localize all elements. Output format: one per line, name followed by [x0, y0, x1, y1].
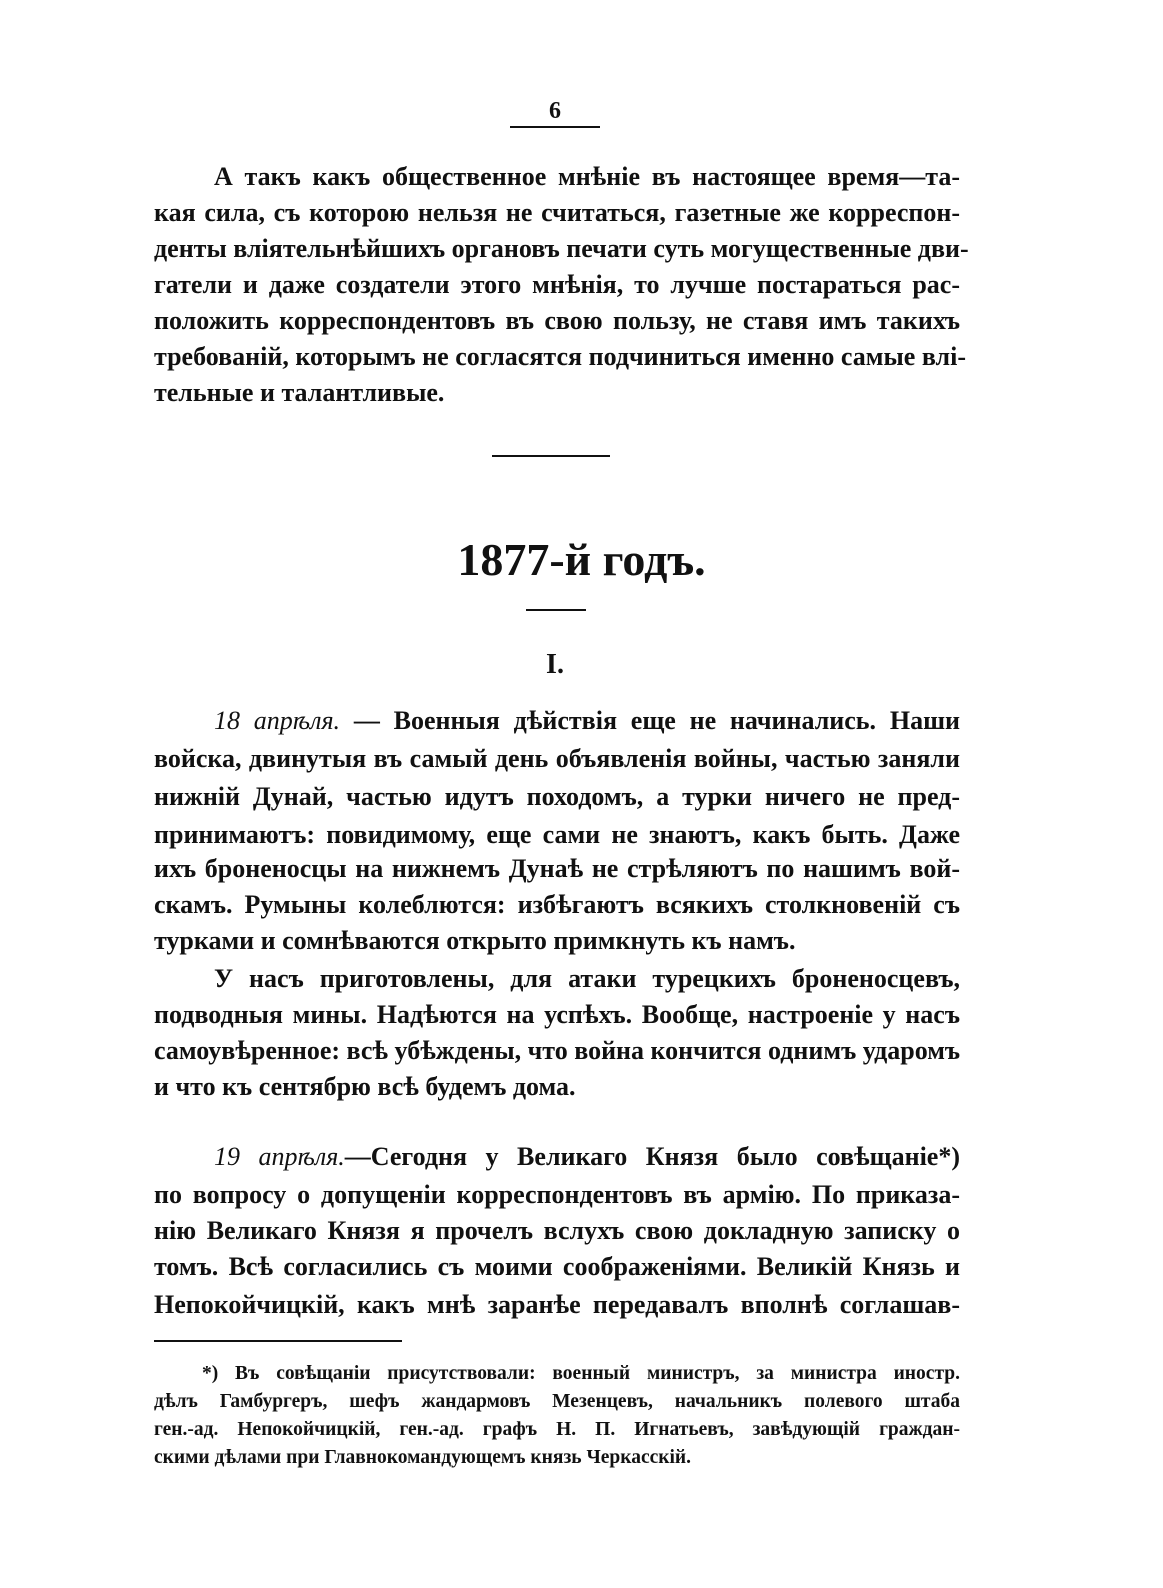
text-line: А такъ какъ общественное мнѣніе въ настоящее время—та- — [214, 162, 960, 191]
text-line: нижній Дунай, частью идутъ походомъ, а турки ничего не пред- — [154, 782, 960, 811]
entry-date: 18 апрѣля. — [214, 706, 341, 735]
footnote-line: дѣлъ Гамбургеръ, шефъ жандармовъ Мезенцевъ, начальникъ полевого штаба — [154, 1391, 960, 1412]
text-line: турками и сомнѣваются открыто примкнуть къ намъ. — [154, 926, 796, 955]
text-line: принимаютъ: повидимому, еще сами не знаютъ, какъ быть. Даже — [154, 820, 960, 849]
text-line: подводныя мины. Надѣются на успѣхъ. Вообще, настроеніе у насъ — [154, 1000, 960, 1029]
title-underline — [526, 609, 586, 611]
text-line: и что къ сентябрю всѣ будемъ дома. — [154, 1072, 576, 1101]
text-line: требованій, которымъ не согласятся подчиниться именно самые влі- — [154, 342, 966, 371]
footnote-line: *) Въ совѣщаніи присутствовали: военный министръ, за министра иностр. — [202, 1363, 960, 1384]
text-line: томъ. Всѣ согласились съ моими соображеніями. Великій Князь и — [154, 1252, 960, 1281]
text-line: тельные и талантливые. — [154, 378, 445, 407]
footnote-line: ген.-ад. Непокойчицкій, ген.-ад. графъ Н. П. Игнатьевъ, завѣдующій граждан- — [154, 1419, 960, 1440]
text-line: скамъ. Румыны колеблются: избѣгаютъ всякихъ столкновеній съ — [154, 890, 960, 919]
text-line: Непокойчицкій, какъ мнѣ заранѣе передавалъ вполнѣ соглашав- — [154, 1290, 960, 1319]
text-line: гатели и даже создатели этого мнѣнія, то лучше постараться рас- — [154, 270, 960, 299]
text-line: самоувѣренное: всѣ убѣждены, что война кончится однимъ ударомъ — [154, 1036, 961, 1065]
chapter-title: 1877-й годъ. — [457, 534, 706, 585]
page-number: 6 — [549, 98, 561, 124]
text-line: ихъ броненосцы на нижнемъ Дунаѣ не стрѣляютъ по нашимъ вой- — [154, 854, 960, 883]
text-line: У насъ приготовлены, для атаки турецкихъ броненосцевъ, — [214, 964, 960, 993]
text-line: по вопросу о допущеніи корреспондентовъ въ армію. По приказа- — [154, 1180, 960, 1209]
text-line: кая сила, съ которою нельзя не считаться, газетные же корреспон- — [154, 198, 960, 227]
text-line — [154, 1140, 960, 1174]
text-line: положить корреспондентовъ въ свою пользу, не ставя имъ такихъ — [154, 306, 960, 335]
entry-text: —Сегодня у Великаго Князя было совѣщаніе*) — [344, 1142, 960, 1171]
footnote-separator — [154, 1340, 402, 1342]
section-number: I. — [546, 649, 564, 680]
page-number-underline — [510, 126, 600, 128]
text-line: денты вліятельнѣйшихъ органовъ печати суть могущественные дви- — [154, 234, 969, 263]
entry-text: — Военныя дѣйствія еще не начинались. Наши — [340, 706, 960, 735]
text-line — [154, 704, 960, 738]
text-line: войска, двинутыя въ самый день объявленія войны, частью заняли — [154, 744, 960, 773]
text-line: нію Великаго Князя я прочелъ вслухъ свою докладную записку о — [154, 1216, 960, 1245]
entry-date: 19 апрѣля. — [214, 1142, 345, 1171]
footnote-line: скими дѣлами при Главнокомандующемъ князь Черкасскій. — [154, 1447, 692, 1468]
section-divider — [492, 455, 610, 457]
